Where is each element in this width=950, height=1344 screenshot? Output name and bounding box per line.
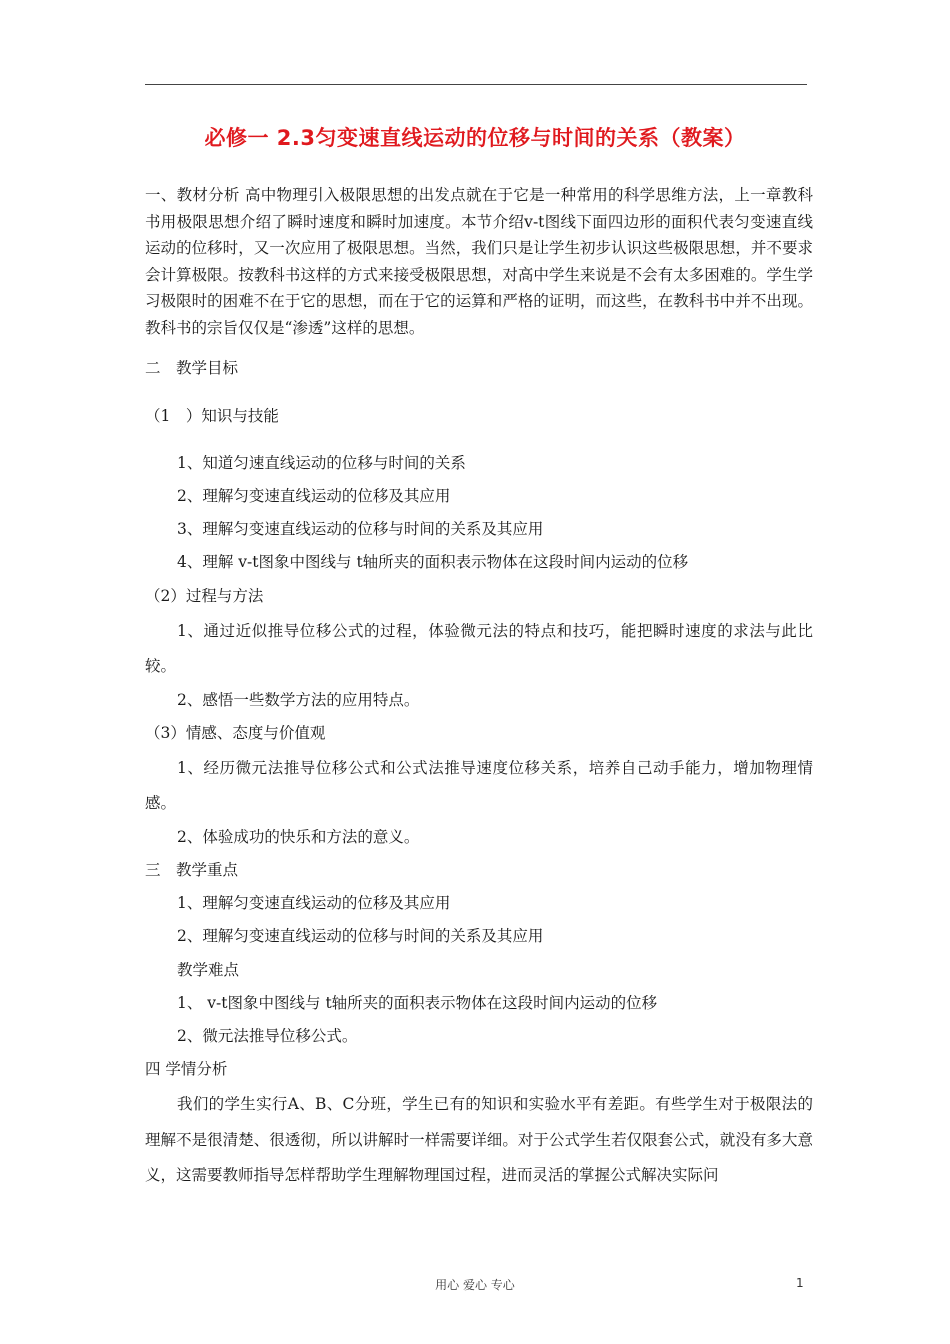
- goal-1-item-3: 3、理解匀变速直线运动的位移与时间的关系及其应用: [177, 520, 544, 538]
- page-number: 1: [796, 1276, 804, 1290]
- goal-2-heading: （2）过程与方法: [145, 587, 264, 605]
- header-rule: [145, 84, 807, 85]
- goal-2-item-2: 2、感悟一些数学方法的应用特点。: [177, 691, 420, 709]
- page-footer: 用心 爱心 专心: [435, 1278, 515, 1292]
- goal-1-item-1: 1、知道匀速直线运动的位移与时间的关系: [177, 454, 466, 472]
- difficulty-heading: 教学难点: [177, 961, 240, 979]
- section-3-heading: 三 教学重点: [145, 861, 239, 879]
- goal-3-item-2: 2、体验成功的快乐和方法的意义。: [177, 828, 420, 846]
- goal-2-item-1: 1、通过近似推导位移公式的过程，体验微元法的特点和技巧，能把瞬时速度的求法与此比较。: [145, 622, 813, 675]
- section-4-text: 我们的学生实行A、B、C分班，学生已有的知识和实验水平有差距。有些学生对于极限法的理解不是很清楚、很透彻，所以讲解时一样需要详细。对于公式学生若仅限套公式，就没有多大意义，这需要教师指导怎样帮助学生理解物理国过程，进而灵活的掌握公式解决实际问: [145, 1095, 813, 1184]
- goal-1-item-2: 2、理解匀变速直线运动的位移及其应用: [177, 487, 451, 505]
- key-point-1: 1、理解匀变速直线运动的位移及其应用: [177, 894, 451, 912]
- goal-1-item-4: 4、理解 v-t图象中图线与 t轴所夹的面积表示物体在这段时间内运动的位移: [177, 553, 689, 571]
- goal-3-item-1: 1、经历微元法推导位移公式和公式法推导速度位移关系，培养自己动手能力，增加物理情感。: [145, 759, 813, 812]
- goal-3-heading: （3）情感、态度与价值观: [145, 724, 326, 742]
- difficulty-2: 2、微元法推导位移公式。: [177, 1027, 358, 1045]
- section-4-heading: 四 学情分析: [145, 1060, 228, 1078]
- document-title: 必修一 2.3匀变速直线运动的位移与时间的关系（教案）: [204, 126, 746, 150]
- goal-1-heading: （1 ）知识与技能: [145, 407, 279, 425]
- difficulty-1: 1、 v-t图象中图线与 t轴所夹的面积表示物体在这段时间内运动的位移: [177, 994, 658, 1012]
- section-2-heading: 二 教学目标: [145, 359, 239, 377]
- key-point-2: 2、理解匀变速直线运动的位移与时间的关系及其应用: [177, 927, 544, 945]
- section-1-textbook-analysis: 一、教材分析 高中物理引入极限思想的出发点就在于它是一种常用的科学思维方法，上一章教科书用极限思想介绍了瞬时速度和瞬时加速度。本节介绍v-t图线下面四边形的面积代表匀变速直线运动的位移时，又一次应用了极限思想。当然，我们只是让学生初步认识这些极限思想，并不要求会计算极限。按教科书这样的方式来接受极限思想，对高中学生来说是不会有太多困难的。学生学习极限时的困难不在于它的思想，而在于它的运算和严格的证明，而这些，在教科书中并不出现。教科书的宗旨仅仅是“渗透”这样的思想。: [145, 186, 813, 337]
